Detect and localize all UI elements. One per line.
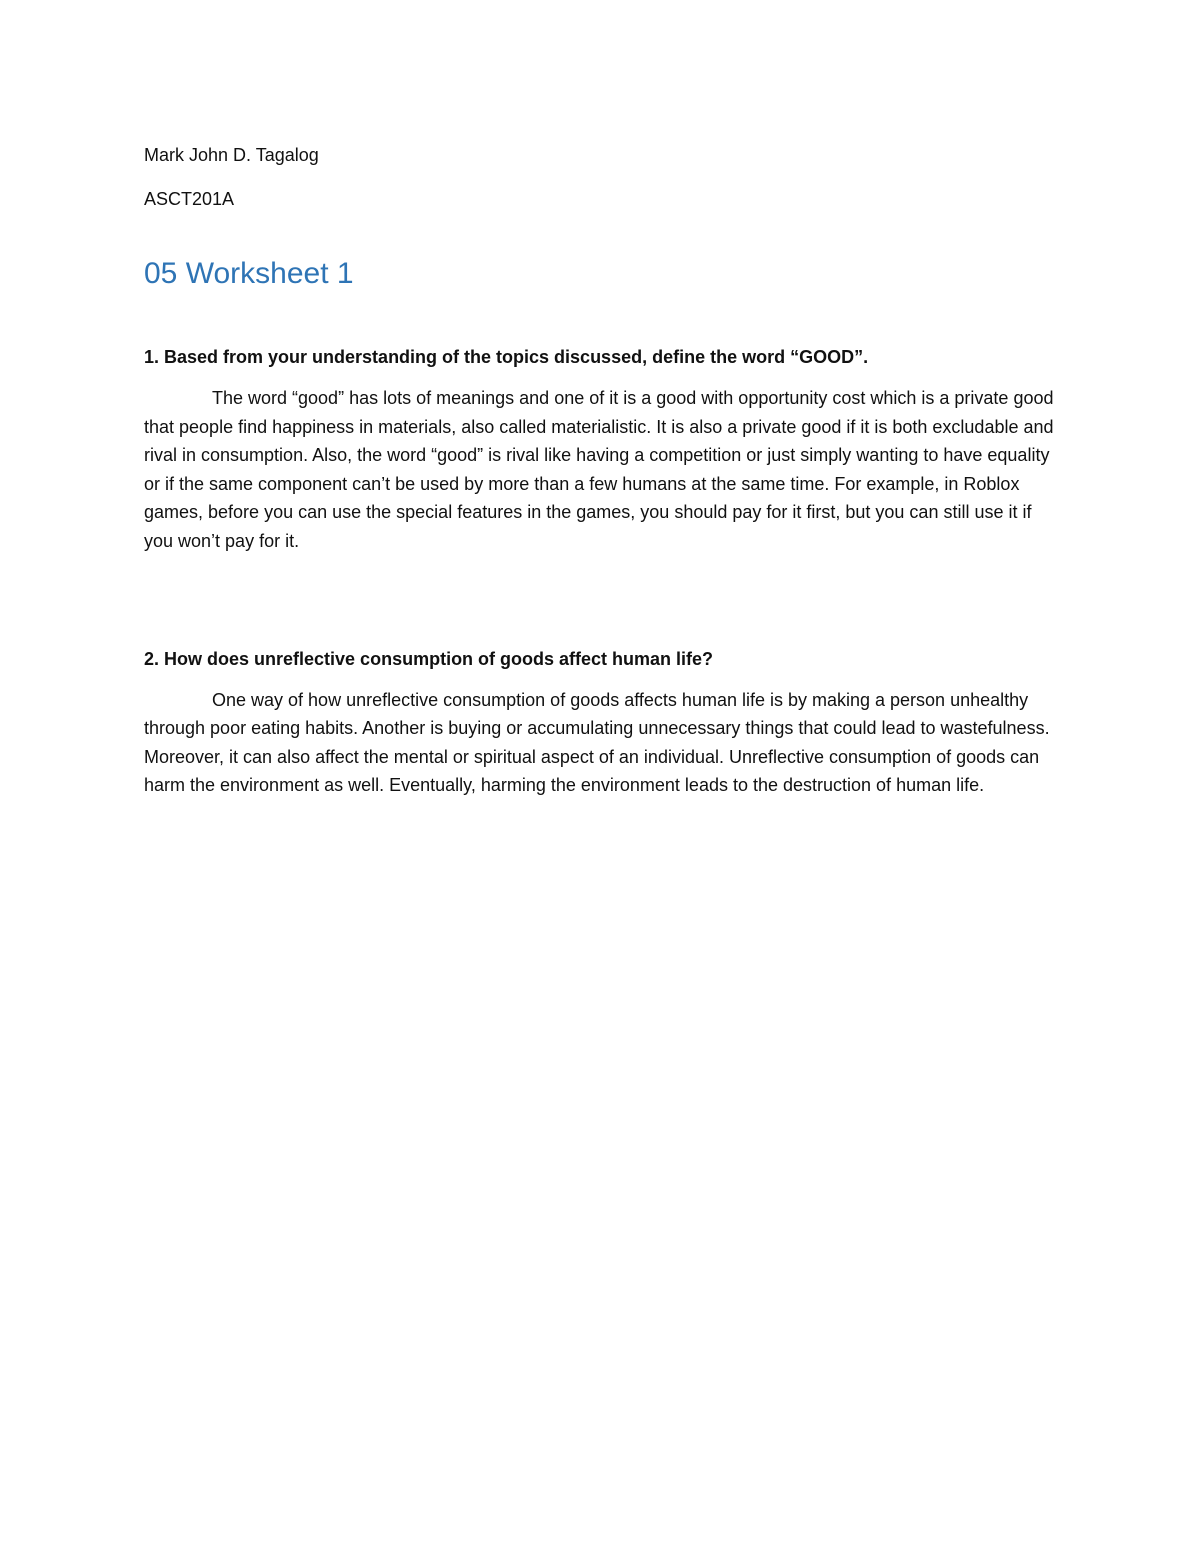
author-name: Mark John D. Tagalog [144, 145, 319, 165]
document-body [144, 140, 1056, 800]
worksheet-title: 05 Worksheet 1 [144, 257, 354, 290]
question-2: 2. How does unreflective consumption of goods affect human life? [144, 648, 714, 669]
question-1: 1. Based from your understanding of the topics discussed, define the word “GOOD”. [144, 347, 869, 367]
section-code: ASCT201A [144, 189, 235, 209]
answer-2: One way of how unreflective consumption of goods affects human life is by making a person unhealthy through poor eating habits. Another is buying or accumulating unnecessary things that could lead to wastefulness. Moreover, it can also affect the mental or spiritual aspect of an individual. Unreflective consumption of goods can harm the environment as well. Eventually, harming the environment leads to the destruction of human life. [144, 689, 1050, 796]
answer-1: The word “good” has lots of meanings and one of it is a good with opportunity cost which is a private good that people find happiness in materials, also called materialistic. It is also a private good if it is both excludable and rival in consumption. Also, the word “good” is rival like having a competition or just simply wanting to have equality or if the same component can’t be used by more than a few humans at the same time. For example, in Roblox games, before you can use the special features in the games, you should pay for it first, but you can still use it if you won’t pay for it. [144, 388, 1054, 551]
